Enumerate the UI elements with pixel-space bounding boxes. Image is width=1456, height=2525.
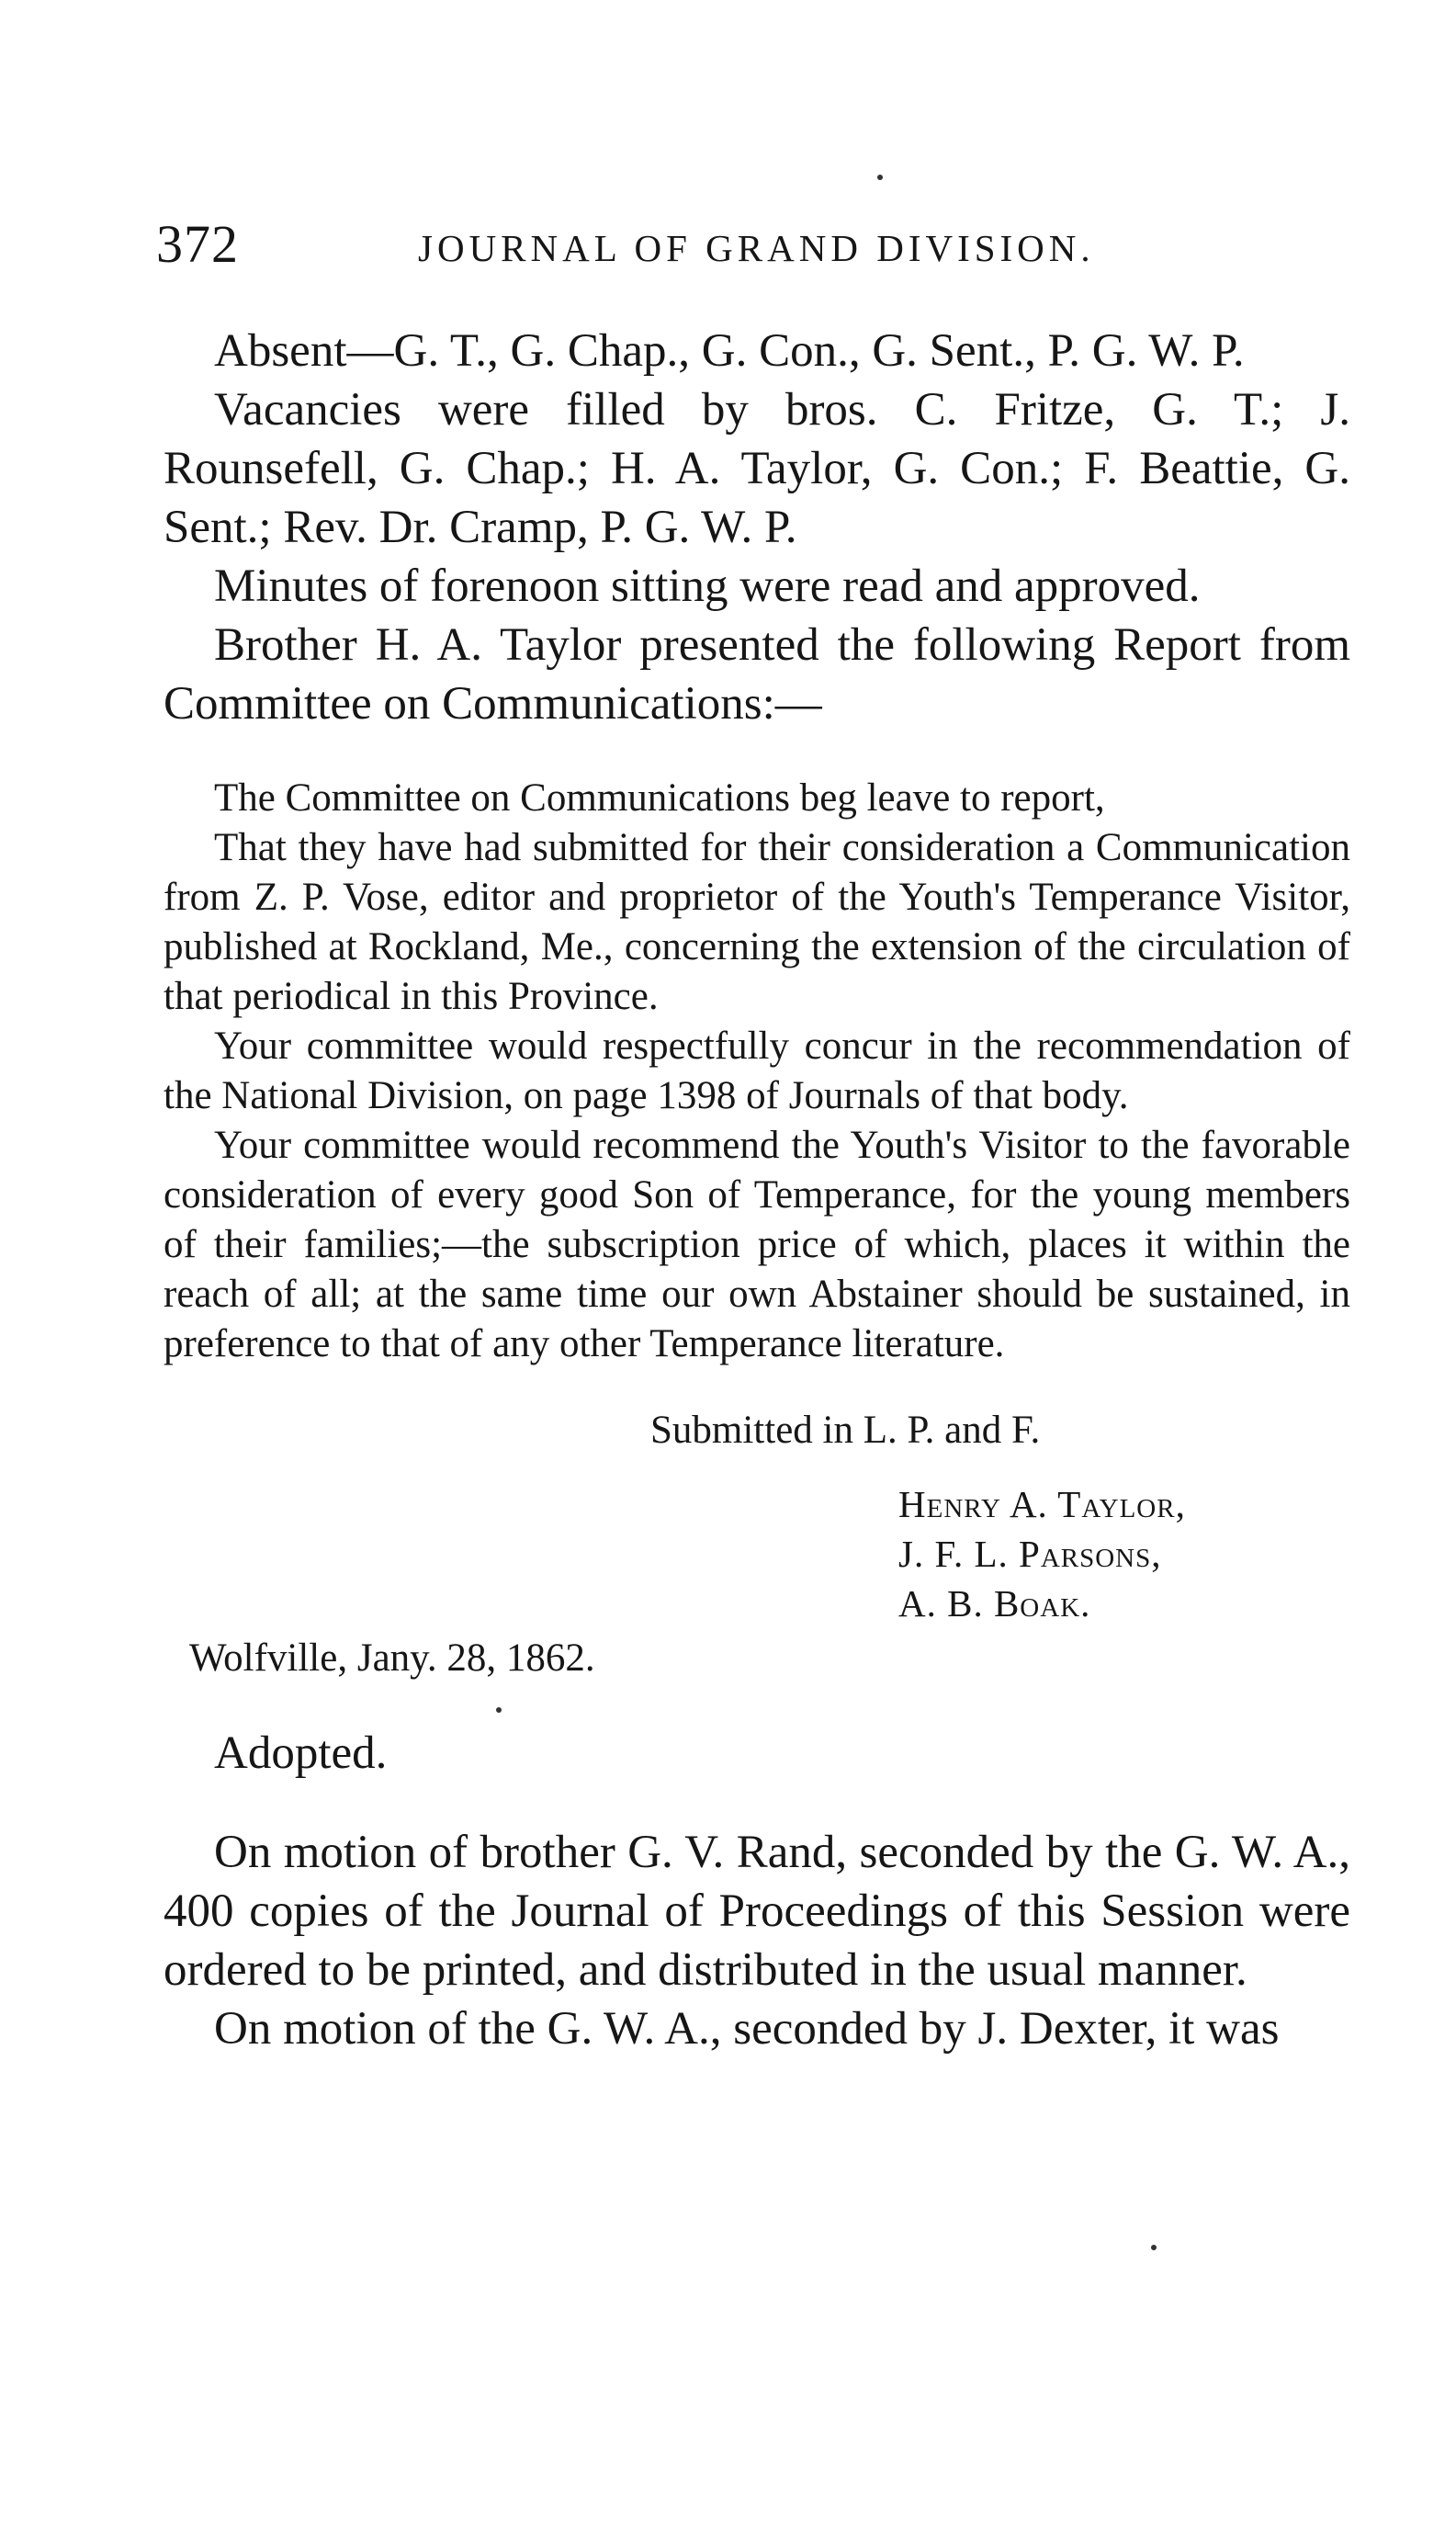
- motion-paragraph: On motion of the G. W. A., seconded by J. Dexter, it was: [214, 2003, 1280, 2055]
- absent-paragraph: Absent—G. T., G. Chap., G. Con., G. Sent., P. G. W. P.: [214, 325, 1245, 377]
- print-speck: [877, 175, 883, 180]
- closing-section: [164, 1724, 1350, 2058]
- signature-block: [898, 1479, 1350, 1628]
- report-paragraph: The Committee on Communications beg leave to report,: [214, 776, 1105, 820]
- page-header: [156, 213, 1350, 287]
- signatory: J. F. L. Parsons,: [898, 1533, 1162, 1575]
- print-speck: [496, 1707, 502, 1713]
- report-paragraph: That they have had submitted for their consideration a Communication from Z. P. Vose, editor and proprietor of the Youth's Temperance Visitor, published at Rockland, Me., concerning the extension of the circulation of that periodical in this Province.: [164, 826, 1350, 1018]
- minutes-paragraph: Minutes of forenoon sitting were read and approved.: [214, 560, 1201, 612]
- page-number: 372: [156, 214, 239, 274]
- motion-paragraph: On motion of brother G. V. Rand, seconded by the G. W. A., 400 copies of the Journal of Proceedings of this Session were ordered to be printed, and distributed in the usual manner.: [164, 1827, 1350, 1996]
- vacancies-paragraph: Vacancies were filled by bros. C. Fritze, G. T.; J. Rounsefell, G. Chap.; H. A. Taylor, G. Con.; F. Beattie, G. Sent.; Rev. Dr. Cramp, P. G. W. P.: [164, 384, 1350, 553]
- body-text: [164, 322, 1350, 2058]
- committee-report: [164, 774, 1350, 1683]
- signatory: Henry A. Taylor,: [898, 1483, 1186, 1525]
- report-intro-paragraph: Brother H. A. Taylor presented the following Report from Committee on Communications:—: [164, 619, 1350, 730]
- running-head: JOURNAL OF GRAND DIVISION.: [418, 227, 1095, 269]
- report-paragraph: Your committee would respectfully concur in the recommendation of the National Division, on page 1398 of Journals of that body.: [164, 1025, 1350, 1117]
- dateline: Wolfville, Jany. 28, 1862.: [189, 1636, 595, 1680]
- print-speck: [1151, 2245, 1157, 2250]
- report-paragraph: Your committee would recommend the Youth's Visitor to the favorable consideration of every good Son of Temperance, for the young members of their families;—the subscription price of which, places it within the reach of all; at the same time our own Abstainer should be sustained, in preference to that of any other Temperance literature.: [164, 1124, 1350, 1365]
- adopted-line: Adopted.: [214, 1727, 388, 1779]
- submitted-line: Submitted in L. P. and F.: [650, 1409, 1041, 1452]
- signatory: A. B. Boak.: [898, 1582, 1091, 1625]
